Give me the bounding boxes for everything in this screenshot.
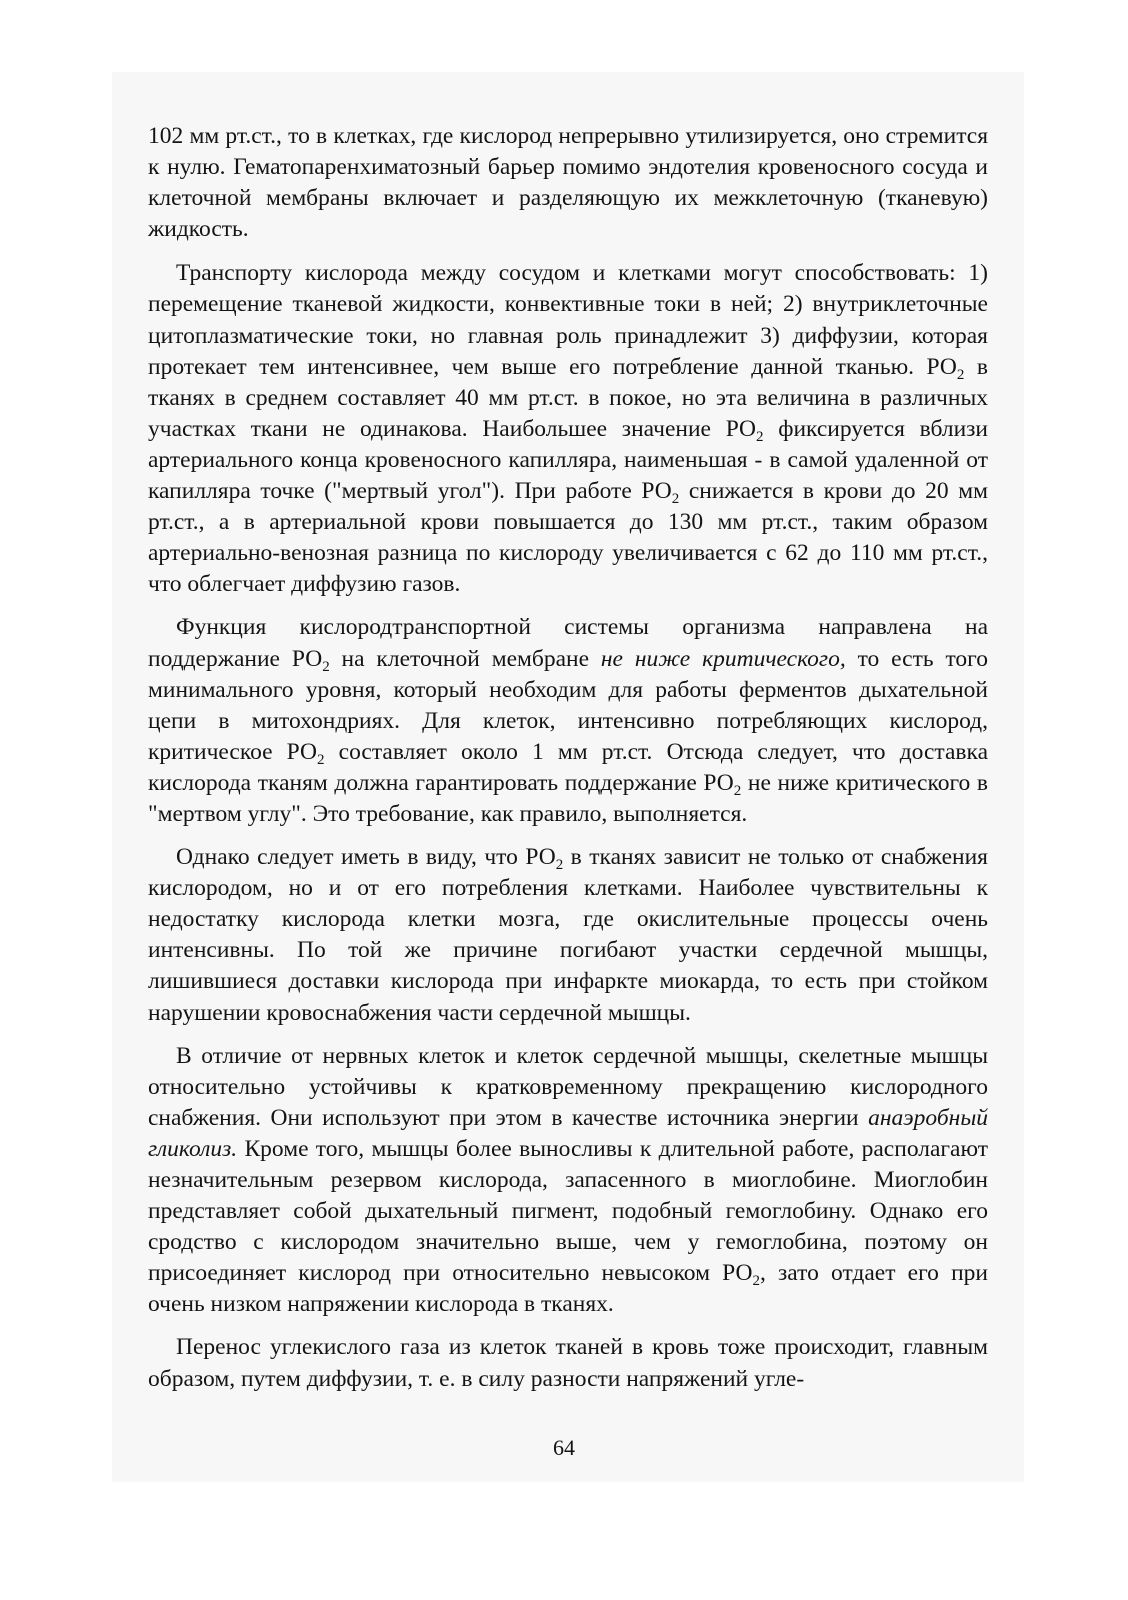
italic-text: анаэробный гликолиз. — [148, 1104, 988, 1162]
page-number: 64 — [553, 1435, 575, 1460]
subscript: 2 — [317, 751, 325, 768]
text-run: , зато отдает его при очень низком напряжении кислорода в тканях. — [148, 1260, 988, 1318]
text-run: снижается в крови до 20 мм рт.ст., а в артериальной крови повышается до 130 мм рт.ст., таким образом артериально-венозная разница по кислороду увеличивается с 62 до 110 мм рт.ст., что облегчает диффузию газов. — [148, 478, 988, 598]
text-run: Однако следует иметь в виду, что РО — [176, 844, 556, 871]
paragraph — [148, 612, 988, 830]
text-run: В отличие от нервных клеток и клеток сердечной мышцы, скелетные мышцы относительно устойчивы к кратковременному прекращению кислородного снабжения. Они используют при этом в качестве источника энергии — [148, 1042, 988, 1131]
paragraph — [148, 1332, 988, 1394]
subscript: 2 — [756, 428, 764, 445]
subscript: 2 — [322, 658, 330, 675]
text-run: то есть того минимального уровня, который необходим для работы ферментов дыхательной цепи в митохондриях. Для клеток, интенсивно потребляющих кислород, критическое РО — [148, 645, 988, 765]
subscript: 2 — [752, 1273, 760, 1290]
text-run: Перенос углекислого газа из клеток тканей в кровь тоже происходит, главным образом, путем диффузии, т. е. в силу разности напряжений угле- — [148, 1334, 988, 1392]
text-run: Функция кислородтранспортной системы организма направлена на поддержание РО — [148, 614, 988, 672]
paragraph — [148, 121, 988, 245]
text-run: Транспорту кислорода между сосудом и клетками могут способствовать: 1) перемещение тканевой жидкости, конвективные токи в ней; 2) внутриклеточные цитоплазматические токи, но главная роль принадлежит 3) диффузии, которая протекает тем интенсивнее, чем выше его потребление данной тканью. РО — [148, 260, 988, 380]
paragraph — [148, 1041, 988, 1321]
subscript: 2 — [671, 491, 680, 508]
text-run: составляет около 1 мм рт.ст. Отсюда следует, что доставка кислорода тканям должна гарантировать поддержание РО — [148, 738, 988, 796]
paragraph — [148, 842, 988, 1029]
text-run: в тканях зависит не только от снабжения кислородом, но и от его потребления клетками. Наиболее чувствительны к недостатку кислорода клетки мозга, где окислительные процессы очень интенсивны. По той же причине погибают участки сердечной мышцы, лишившиеся доставки кислорода при инфаркте миокарда, то есть при стойком нарушении кровоснабжения части сердечной мышцы. — [148, 844, 988, 1026]
text-run: в тканях в среднем составляет 40 мм рт.ст. в покое, но эта величина в различных участках ткани не одинакова. Наибольшее значение РО — [148, 353, 988, 442]
subscript: 2 — [956, 366, 965, 383]
text-run: Кроме того, мышцы более выносливы к длительной работе, располагают незначительным резервом кислорода, запасенного в миоглобине. Миоглобин представляет собой дыхательный пигмент, подобный гемоглобину. Однако его сродство с кислородом значительно выше, чем у гемоглобина, поэтому он присоединяет кислород при относительно невысоком РО — [148, 1135, 988, 1287]
subscript: 2 — [733, 782, 742, 799]
paragraph — [148, 258, 988, 600]
italic-text: не ниже критического, — [600, 645, 846, 672]
text-run: фиксируется вблизи артериального конца кровеносного капилляра, наименьшая - в самой удаленной от капилляра точке ("мертвый угол"). При работе РО — [148, 415, 988, 505]
text-run: не ниже критического в "мертвом углу". Это требование, как правило, выполняется. — [148, 769, 988, 827]
body-text — [148, 121, 988, 1408]
text-run: 102 мм рт.ст., то в клетках, где кислород непрерывно утилизируется, оно стремится к нулю. Гематопаренхиматозный барьер помимо эндотелия кровеносного сосуда и клеточной мембраны включает и разделяющую их межклеточную (тканевую) жидкость. — [148, 123, 988, 243]
subscript: 2 — [555, 857, 564, 874]
text-run: на клеточной мембране — [329, 645, 601, 672]
